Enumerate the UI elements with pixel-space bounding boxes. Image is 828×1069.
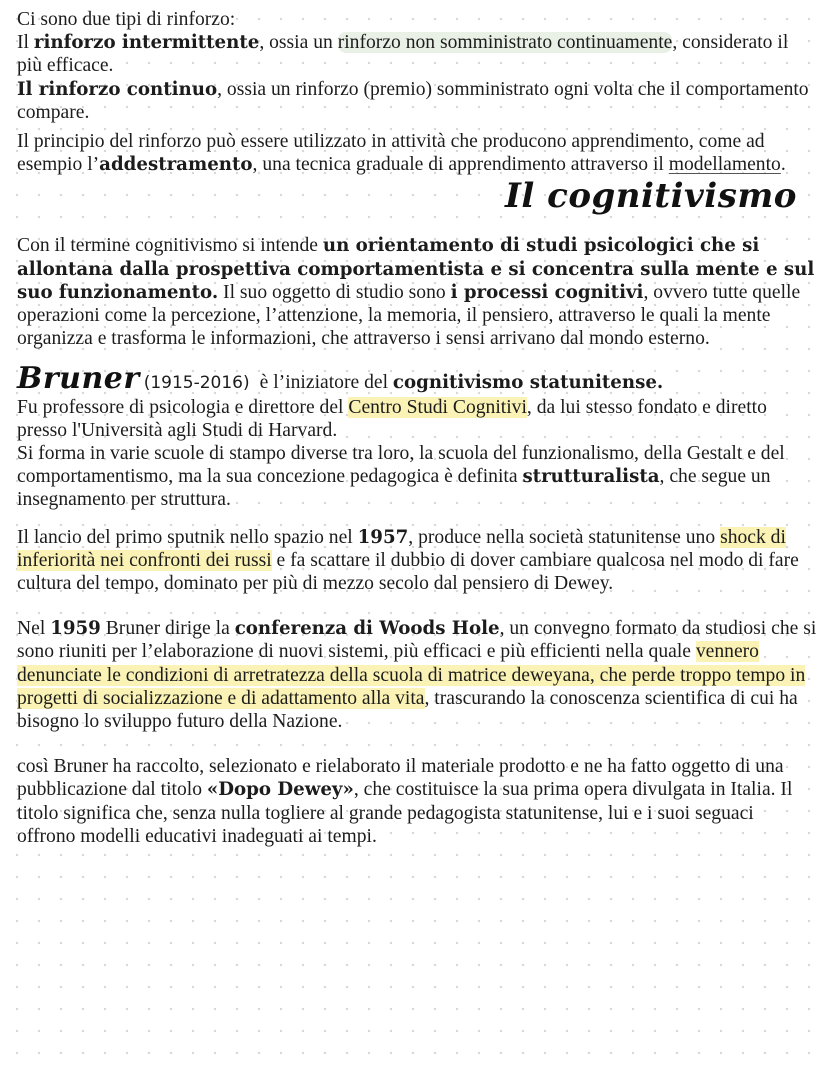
rinforzo-intro: Ci sono due tipi di rinforzo: bbox=[17, 9, 236, 30]
term-modellamento: modellamento bbox=[668, 154, 781, 176]
principio-paragraph: Il principio del rinforzo può essere utilizzato in attività che producono apprendimento, come ad esempio l’addestramento, una tecnica graduale di apprendimento attraverso il modellamento. bbox=[17, 131, 786, 176]
bruner-heading: Bruner (1915-2016) è l’iniziatore del cognitivismo statunitense. bbox=[17, 361, 664, 397]
term-cognitivismo-statunitense: cognitivismo statunitense. bbox=[392, 372, 664, 394]
highlight-intermittente: rinforzo non somministrato continuamente bbox=[337, 32, 673, 54]
bruner-name: Bruner bbox=[17, 361, 140, 397]
cognitivismo-paragraph: Con il termine cognitivismo si intende un orientamento di studi psicologici che si allontana dalla prospettiva comportamentista e si concentra sulla mente e sul suo funzionamento. Il suo oggetto di studio sono i processi cognitivi, ovvero tutte quelle operazioni come la percezione, l’attenzione, la memoria, il pensiero, attraverso le quali la mente organizza e trasforma le informazioni, che attraverso i sensi arrivano dal mondo esterno. bbox=[17, 235, 815, 350]
year-1959: 1959 bbox=[50, 618, 101, 640]
highlight-centro-studi: Centro Studi Cognitivi bbox=[348, 396, 527, 418]
term-continuo: Il rinforzo continuo bbox=[17, 78, 218, 100]
dopo-dewey-paragraph: così Bruner ha raccolto, selezionato e rielaborato il materiale prodotto e ne ha fatto oggetto di una pubblicazione dal titolo «Dopo Dewey», che costituisce la sua prima opera divulgata in Italia. Il titolo significa che, senza nulla togliere al grande pedagogista statunitense, lui e i suoi seguaci offrono modelli educativi inadeguati ai tempi. bbox=[17, 756, 793, 847]
bruner-paragraph-1: Fu professore di psicologia e direttore del Centro Studi Cognitivi, da lui stesso fondato e diretto presso l'Università agli Studi di Harvard. bbox=[17, 396, 767, 441]
cognitivismo-definition: un orientamento di studi psicologici che si allontana dalla prospettiva comportamentista e si concentra sulla mente e sul suo funzionamento. bbox=[17, 235, 815, 303]
term-intermittente: rinforzo intermittente bbox=[33, 32, 260, 54]
cognitivismo-title-row bbox=[17, 176, 817, 234]
sputnik-paragraph: Il lancio del primo sputnik nello spazio nel 1957, produce nella società statunitense uno shock di inferiorità nei confronti dei russi e fa scattare il dubbio di dover cambiare qualcosa nel modo di fare cultura del tempo, dominato per più di mezzo secolo dal pensiero di Dewey. bbox=[17, 526, 799, 595]
bruner-paragraph-2: Si forma in varie scuole di stampo diverse tra loro, la scuola del funzionalismo, della Gestalt e del comportamentismo, ma la sua concezione pedagogica è definita strutturalista, che segue un insegnamento per struttura. bbox=[17, 443, 785, 511]
highlight-shock: shock di inferiorità nei confronti dei russi bbox=[17, 526, 786, 571]
year-1957: 1957 bbox=[357, 526, 409, 548]
term-woods-hole: conferenza di Woods Hole bbox=[234, 618, 500, 640]
term-processi-cognitivi: i processi cognitivi bbox=[450, 281, 644, 303]
section-title: Il cognitivismo bbox=[504, 176, 797, 217]
rinforzo-intermittente: Il rinforzo intermittente, ossia un rinforzo non somministrato continuamente, considerato il più efficace. bbox=[17, 32, 789, 77]
book-title: «Dopo Dewey» bbox=[206, 779, 354, 801]
woods-hole-paragraph: Nel 1959 Bruner dirige la conferenza di Woods Hole, un convegno formato da studiosi che si sono riuniti per l’elaborazione di nuovi sistemi, più efficaci e più efficienti nella quale vennero denunciate le condizioni di arretratezza della scuola di matrice deweyana, che perde troppo tempo in progetti di socializzazione e di adattamento alla vita, trascurando la conoscenza scientifica di cui ha bisogno lo sviluppo futuro della Nazione. bbox=[17, 618, 817, 733]
bruner-dates: (1915-2016) bbox=[143, 373, 250, 394]
rinforzo-continuo: Il rinforzo continuo, ossia un rinforzo (premio) somministrato ogni volta che il comportamento compare. bbox=[17, 78, 809, 123]
term-addestramento: addestramento bbox=[99, 154, 253, 176]
highlight-arretratezza: vennero denunciate le condizioni di arretratezza della scuola di matrice deweyana, che perde troppo tempo in progetti di socializzazione e di adattamento alla vita bbox=[17, 641, 806, 709]
notes-page bbox=[17, 8, 817, 848]
term-strutturalista: strutturalista bbox=[522, 466, 660, 488]
